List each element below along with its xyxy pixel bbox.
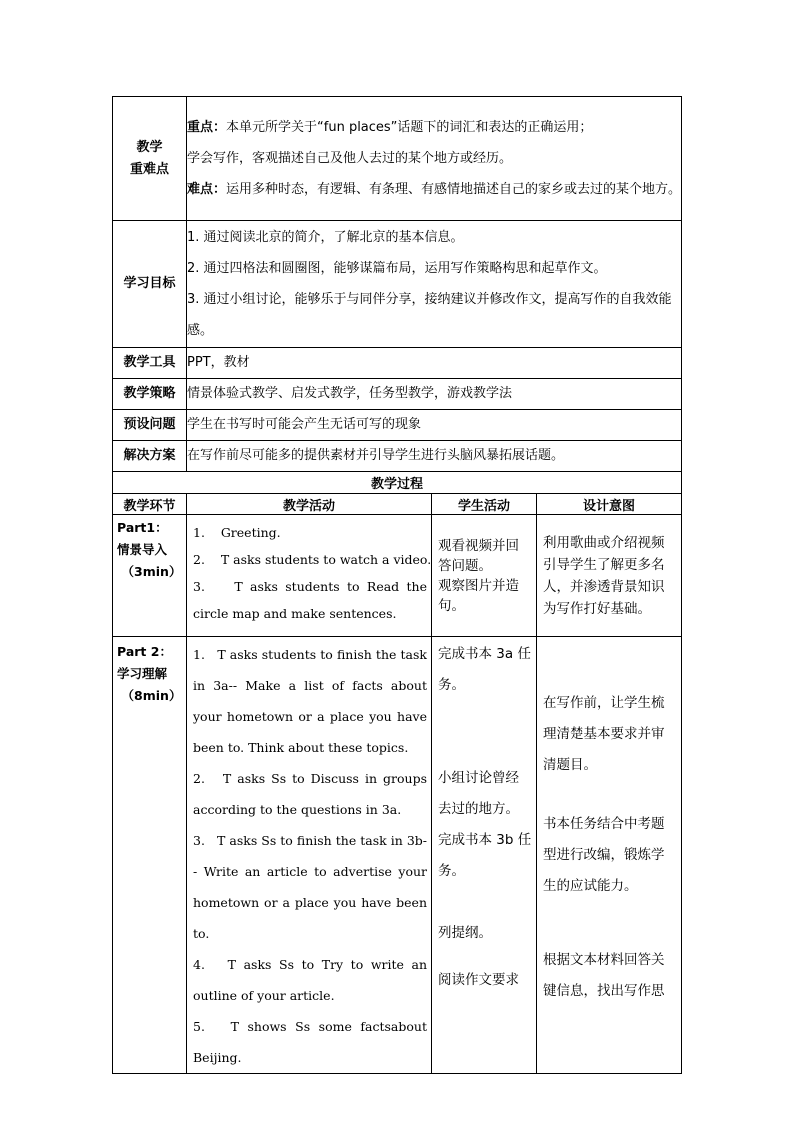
part-2-activity: 3. T asks Ss to finish the task in 3b-- Write an article to advertise your hometown or a place you have been to. <box>193 833 431 941</box>
part-2-intent-item: 根据文本材料回答关键信息，找出写作思 <box>543 952 665 999</box>
label-teaching-strategy: 教学策略 <box>113 379 187 410</box>
row-teaching-strategy <box>113 379 682 410</box>
learning-objectives-content: 1. 通过阅读北京的简介，了解北京的基本信息。 2. 通过四格法和圆圈图，能够谋篇布局，运用写作策略构思和起草作文。 3. 通过小组讨论，能够乐于与同伴分享，接纳建议并修改作文，提高写作的自我效能感。 <box>187 221 682 348</box>
part-1-activity: 3. T asks students to Read the circle map and make sentences. <box>193 579 431 621</box>
part-1-activity: 1. Greeting. <box>193 525 281 540</box>
teaching-tools-content: PPT，教材 <box>187 348 682 379</box>
solutions-content: 在写作前尽可能多的提供素材并引导学生进行头脑风暴拓展话题。 <box>187 441 682 472</box>
header-teacher-activity: 教学活动 <box>187 494 432 515</box>
part-2-student-item: 小组讨论曾经去过的地方。 <box>438 770 519 817</box>
row-process-headers <box>113 494 682 515</box>
key-points-content: 重点：本单元所学关于“fun places”话题下的词汇和表达的正确运用； 学会写作，客观描述自己及他人去过的某个地方或经历。 难点：运用多种时态，有逻辑、有条理、有感情地描述自己的家乡或去过的某个地方。 <box>187 97 682 221</box>
row-part-2 <box>113 637 682 1074</box>
part-1-student-activity: 观看视频并回答问题。 观察图片并造句。 <box>432 515 537 637</box>
part-2-activity: 2. T asks Ss to Discuss in groups according to the questions in 3a. <box>193 771 431 817</box>
label-key-points: 教学 重难点 <box>113 97 187 221</box>
header-design-intent: 设计意图 <box>537 494 682 515</box>
part-2-activity: 5. T shows Ss some factsabout Beijing. <box>193 1019 431 1065</box>
lesson-plan-table <box>112 96 682 1074</box>
part-2-student-item: 列提纲。 <box>438 925 492 941</box>
part-2-activity: 4. T asks Ss to Try to write an outline of your article. <box>193 957 431 1003</box>
row-process-title <box>113 472 682 494</box>
process-title: 教学过程 <box>113 472 682 494</box>
part-1-teacher-activities <box>187 515 432 637</box>
part-2-design-intent <box>537 637 682 1074</box>
part-2-teacher-activities <box>187 637 432 1074</box>
part-1-label: Part1： 情景导入 （3min） <box>113 515 187 637</box>
row-part-1 <box>113 515 682 637</box>
part-2-intent-item: 在写作前，让学生梳理清楚基本要求并审清题目。 <box>543 695 665 773</box>
teaching-strategy-content: 情景体验式教学、启发式教学，任务型教学，游戏教学法 <box>187 379 682 410</box>
row-teaching-tools <box>113 348 682 379</box>
part-2-student-item: 完成书本 3b 任务。 <box>438 832 532 879</box>
part-2-student-item: 完成书本 3a 任务。 <box>438 646 531 693</box>
part-1-activity: 2. T asks students to watch a video. <box>193 552 432 567</box>
part-2-label: Part 2： 学习理解 （8min） <box>113 637 187 1074</box>
label-learning-objectives: 学习目标 <box>113 221 187 348</box>
row-solutions <box>113 441 682 472</box>
part-2-activity: 1. T asks students to finish the task in 3a-- Make a list of facts about your hometown or a place you have been to. Think about these topics. <box>193 647 431 755</box>
header-stage: 教学环节 <box>113 494 187 515</box>
label-expected-problems: 预设问题 <box>113 410 187 441</box>
row-key-points <box>113 97 682 221</box>
row-expected-problems <box>113 410 682 441</box>
expected-problems-content: 学生在书写时可能会产生无话可写的现象 <box>187 410 682 441</box>
label-teaching-tools: 教学工具 <box>113 348 187 379</box>
part-2-student-item: 阅读作文要求 <box>438 972 519 988</box>
header-student-activity: 学生活动 <box>432 494 537 515</box>
label-solutions: 解决方案 <box>113 441 187 472</box>
part-2-student-activity <box>432 637 537 1074</box>
part-2-intent-item: 书本任务结合中考题型进行改编，锻炼学生的应试能力。 <box>543 816 665 894</box>
part-1-design-intent: 利用歌曲或介绍视频引导学生了解更多名人，并渗透背景知识为写作打好基础。 <box>537 515 682 637</box>
row-learning-objectives <box>113 221 682 348</box>
